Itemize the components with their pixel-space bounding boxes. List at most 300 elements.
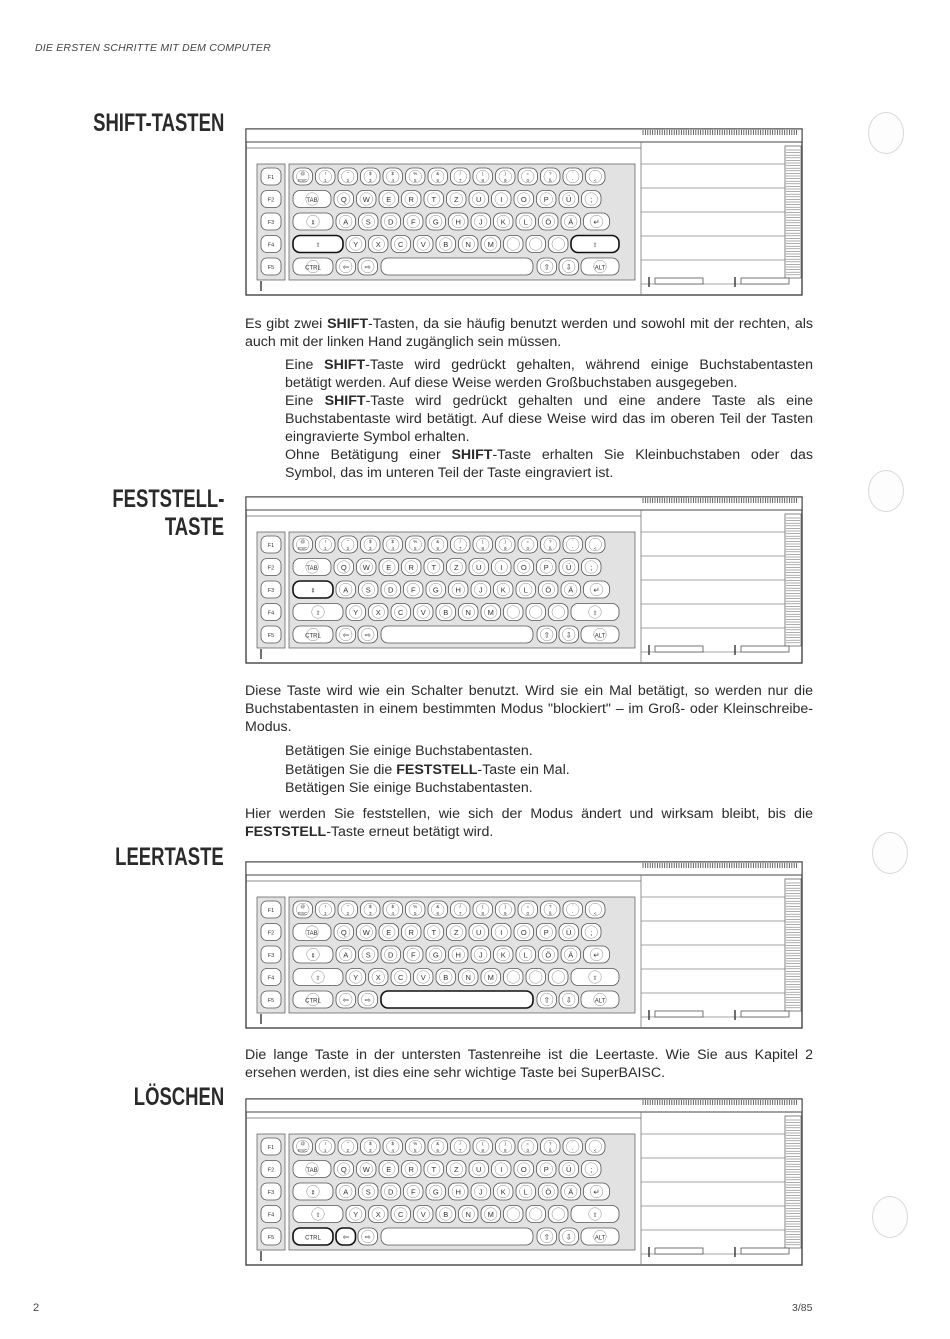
key-upper: " xyxy=(346,1141,349,1146)
fkey-label: F5 xyxy=(267,633,275,639)
key-label: D xyxy=(388,1187,394,1197)
key-label: O xyxy=(520,1165,527,1174)
key-label: T xyxy=(431,1165,437,1174)
key-lower: 2 xyxy=(346,1148,350,1153)
key-upper: $ xyxy=(391,171,395,176)
key-label: R xyxy=(408,563,414,572)
key-label: ; xyxy=(590,195,593,204)
key-label: I xyxy=(500,195,503,204)
key-upper: = xyxy=(526,171,530,176)
key-label: ⇩ xyxy=(565,262,572,272)
key-label: B xyxy=(443,608,449,617)
key-label: M xyxy=(487,608,494,617)
key-upper: " xyxy=(346,171,349,176)
key-label: Ä xyxy=(568,585,574,595)
key-label: E xyxy=(386,563,392,572)
key-lower: ' xyxy=(572,911,574,916)
case-top-strip xyxy=(246,129,802,142)
key-label: ⇧ xyxy=(543,630,550,640)
key-label: ⇨ xyxy=(364,262,371,272)
key-label: O xyxy=(520,928,527,937)
key-lower: 0 xyxy=(526,1148,530,1153)
key-upper: @ xyxy=(300,539,306,544)
key-upper: & xyxy=(436,1141,440,1146)
key-upper: $ xyxy=(368,171,372,176)
key-upper: ( xyxy=(482,904,484,909)
key-label: ⇨ xyxy=(364,630,371,640)
key-label: F xyxy=(410,217,416,227)
section-heading-feststell-2: TASTE xyxy=(164,513,224,541)
key-lower: ß xyxy=(548,546,552,551)
key-label: K xyxy=(500,217,506,227)
key-lower: 1 xyxy=(323,178,327,183)
key-label: C xyxy=(398,240,404,249)
key xyxy=(549,236,569,253)
key-label: V xyxy=(420,240,426,249)
key-label: P xyxy=(543,1165,549,1174)
key-label: Z xyxy=(453,563,459,572)
key-upper: / xyxy=(459,1141,461,1146)
key-label: S xyxy=(365,950,371,960)
key-label: ⇧ xyxy=(592,1213,598,1219)
key-label: S xyxy=(365,585,371,595)
case-top-strip xyxy=(246,1099,802,1112)
key-label: ⇦ xyxy=(342,262,349,272)
key-upper: ` xyxy=(572,1141,574,1146)
space-key xyxy=(381,258,533,275)
key-label: Ü xyxy=(566,1165,572,1174)
key-upper: ` xyxy=(572,171,574,176)
key-label: ⇦ xyxy=(342,995,349,1005)
fkey-label: F5 xyxy=(267,998,275,1004)
key-label: F xyxy=(410,950,416,960)
key xyxy=(526,604,546,621)
key-lower: 6 xyxy=(436,178,440,183)
key-label: N xyxy=(465,240,471,249)
key-upper: % xyxy=(413,539,418,544)
microdrive-slot xyxy=(655,646,703,652)
key-label: Ä xyxy=(568,950,574,960)
key-label: ALT xyxy=(594,1235,606,1242)
key-label: O xyxy=(520,563,527,572)
key-upper: @ xyxy=(300,904,306,909)
key-upper: $ xyxy=(391,539,395,544)
key-label: H xyxy=(455,950,461,960)
key-label: S xyxy=(365,1187,371,1197)
shift-paragraph-4: Ohne Betätigung einer SHIFT-Taste erhalten Sie Kleinbuchstaben oder das Symbol, das im unteren Teil der Taste eingraviert ist. xyxy=(285,447,813,482)
key-lower: 1 xyxy=(323,1148,327,1153)
key-label: Ö xyxy=(545,217,552,227)
key-label: ↵ xyxy=(593,1187,600,1197)
key-upper: & xyxy=(436,539,440,544)
key-label: N xyxy=(465,973,471,982)
key-upper: ) xyxy=(504,1141,506,1146)
key-label: J xyxy=(478,217,483,227)
key-upper: ( xyxy=(482,539,484,544)
key-upper: / xyxy=(459,904,461,909)
section-heading-shift: SHIFT-TASTEN xyxy=(92,109,224,137)
keyboard-illustration-shift xyxy=(245,126,803,298)
key-label: I xyxy=(500,1165,503,1174)
key-label: ⇧ xyxy=(315,1213,321,1219)
key-label: H xyxy=(455,585,461,595)
key xyxy=(526,969,546,986)
key-label: A xyxy=(343,950,349,960)
key-upper: ) xyxy=(504,171,506,176)
key xyxy=(526,1206,546,1223)
key-label: ALT xyxy=(594,633,606,640)
key-label: T xyxy=(431,563,437,572)
key-label: A xyxy=(343,585,349,595)
key-label: ; xyxy=(590,1165,593,1174)
key-label: V xyxy=(420,1210,426,1219)
fkey-label: F2 xyxy=(267,197,275,204)
key-lower: ß xyxy=(548,911,552,916)
key-label: M xyxy=(487,1210,494,1219)
microdrive-slot xyxy=(741,646,789,652)
key-upper: ? xyxy=(548,539,552,544)
key-label: G xyxy=(432,585,439,595)
key-label: Ä xyxy=(568,217,574,227)
key-lower: < xyxy=(593,1148,597,1153)
key-lower: < xyxy=(593,178,597,183)
key xyxy=(526,236,546,253)
key-label: D xyxy=(388,950,394,960)
key-upper: % xyxy=(413,171,418,176)
key-label: P xyxy=(543,195,549,204)
key-lower: 8 xyxy=(481,178,485,183)
key-label: I xyxy=(500,563,503,572)
key-label: ↵ xyxy=(593,217,600,227)
key-label: L xyxy=(523,950,528,960)
key-label: F xyxy=(410,585,416,595)
key-lower: 0 xyxy=(526,911,530,916)
key-label: U xyxy=(476,195,482,204)
key-lower: ß xyxy=(548,178,552,183)
section-heading-feststell-1: FESTSTELL- xyxy=(111,485,224,513)
space-key xyxy=(381,1228,533,1245)
key-label: K xyxy=(500,585,506,595)
key-upper: $ xyxy=(368,904,372,909)
key-label: TAB xyxy=(306,931,318,937)
key-label: U xyxy=(476,1165,482,1174)
key-label: E xyxy=(386,1165,392,1174)
key-lower: 5 xyxy=(413,1148,417,1153)
shift-paragraph-3: Eine SHIFT-Taste wird gedrückt gehalten und eine andere Taste als eine Buchstabentaste wird betätigt. Auf diese Weise wird das im oberen Teil der Tasten eingravierte Symbol erhalten. xyxy=(285,393,813,446)
key-label: ⇧ xyxy=(543,1232,550,1242)
microdrive-slot xyxy=(655,1011,703,1017)
key-label: Q xyxy=(340,195,347,204)
key-label: T xyxy=(431,928,437,937)
key-label: C xyxy=(398,608,404,617)
key-upper: ? xyxy=(548,171,552,176)
key-lower: 1 xyxy=(323,546,327,551)
key-label: Ä xyxy=(568,1187,574,1197)
key-upper: ` xyxy=(572,539,574,544)
key-lower: 4 xyxy=(391,546,395,551)
key-label: P xyxy=(543,563,549,572)
key-label: A xyxy=(343,1187,349,1197)
key-lower: ß xyxy=(548,1148,552,1153)
key-label: L xyxy=(523,217,528,227)
key-lower: ' xyxy=(572,178,574,183)
key-lower: ' xyxy=(572,1148,574,1153)
key-upper: ( xyxy=(482,171,484,176)
fkey-label: F3 xyxy=(267,1190,275,1196)
key-lower: 9 xyxy=(503,178,507,183)
fkey-label: F3 xyxy=(267,220,275,226)
key-lower: 5 xyxy=(413,546,417,551)
keyboard-illustration-feststell xyxy=(245,494,803,666)
key-upper: = xyxy=(526,904,530,909)
key-label: I xyxy=(500,928,503,937)
binder-hole xyxy=(868,112,904,154)
key-label: ⇕ xyxy=(310,220,316,227)
key-label: ⇩ xyxy=(565,630,572,640)
key-label: J xyxy=(478,1187,483,1197)
feststell-step-2: Betätigen Sie die FESTSTELL-Taste ein Mal. xyxy=(285,762,570,778)
key-label: R xyxy=(408,928,414,937)
key xyxy=(549,604,569,621)
key-label: G xyxy=(432,1187,439,1197)
key-lower: 5 xyxy=(413,911,417,916)
key-label: K xyxy=(500,1187,506,1197)
key-label: R xyxy=(408,195,414,204)
fkey-label: F1 xyxy=(267,175,275,181)
microdrive-slot xyxy=(655,278,703,284)
microdrive-slot xyxy=(741,1248,789,1254)
key-lower: 7 xyxy=(458,178,462,183)
fkey-label: F3 xyxy=(267,953,275,959)
key-upper: " xyxy=(346,904,349,909)
key-label: Z xyxy=(453,1165,459,1174)
key-lower: 3 xyxy=(368,1148,372,1153)
shift-paragraph-2: Eine SHIFT-Taste wird gedrückt gehalten, während einige Buchstabentasten betätigt werden. Auf diese Weise werden Großbuchstaben ausgegeben. xyxy=(285,357,813,392)
key-label: ↵ xyxy=(593,950,600,960)
key-label: W xyxy=(362,563,370,572)
key-lower: 7 xyxy=(458,911,462,916)
key xyxy=(549,969,569,986)
key-lower: ' xyxy=(572,546,574,551)
key-label: U xyxy=(476,563,482,572)
key-upper: ` xyxy=(572,904,574,909)
key-upper: ) xyxy=(504,539,506,544)
key-label: C xyxy=(398,973,404,982)
leertaste-paragraph-1: Die lange Taste in der untersten Tastenreihe ist die Leertaste. Wie Sie aus Kapitel 2 ersehen werden, ist dies eine sehr wichtige Taste bei SuperBAISC. xyxy=(245,1047,813,1082)
key-upper: $ xyxy=(368,539,372,544)
binder-hole xyxy=(872,1196,908,1238)
key-label: Z xyxy=(453,195,459,204)
key-lower: 4 xyxy=(391,178,395,183)
key-label: B xyxy=(443,240,449,249)
key-label: N xyxy=(465,1210,471,1219)
key-lower: 6 xyxy=(436,911,440,916)
key-upper: $ xyxy=(368,1141,372,1146)
key-label: X xyxy=(375,608,381,617)
key-label: CTRL xyxy=(305,1235,321,1242)
key-upper: ) xyxy=(504,904,506,909)
key-lower: < xyxy=(593,546,597,551)
key-lower: 2 xyxy=(346,178,350,183)
microdrive-slot xyxy=(741,278,789,284)
binder-hole xyxy=(868,470,904,512)
key-label: U xyxy=(476,928,482,937)
key-label: CTRL xyxy=(305,265,321,272)
key-label: X xyxy=(375,1210,381,1219)
key-label: L xyxy=(523,585,528,595)
key-upper: ! xyxy=(324,539,326,544)
fkey-label: F2 xyxy=(267,565,275,572)
binder-hole xyxy=(872,832,908,874)
key-label: E xyxy=(386,195,392,204)
key-label: W xyxy=(362,1165,370,1174)
key-label: D xyxy=(388,585,394,595)
edition-date: 3/85 xyxy=(792,1302,813,1314)
key-upper: & xyxy=(436,904,440,909)
key-upper: = xyxy=(526,539,530,544)
key-label: X xyxy=(375,240,381,249)
key-upper: ? xyxy=(548,904,552,909)
key xyxy=(504,604,524,621)
key-lower: 9 xyxy=(503,546,507,551)
feststell-step-1: Betätigen Sie einige Buchstabentasten. xyxy=(285,743,533,759)
page-number: 2 xyxy=(33,1302,40,1314)
key-lower: 8 xyxy=(481,546,485,551)
key-lower: 1 xyxy=(323,911,327,916)
key-label: R xyxy=(408,1165,414,1174)
key-lower: ESC xyxy=(298,546,308,551)
key-upper: ? xyxy=(548,1141,552,1146)
key-lower: 3 xyxy=(368,911,372,916)
key-label: Q xyxy=(340,563,347,572)
key-label: ⇧ xyxy=(315,976,321,982)
key-label: V xyxy=(420,608,426,617)
key-label: ⇕ xyxy=(310,953,316,960)
key-label: ↵ xyxy=(593,585,600,595)
key-label: ⇦ xyxy=(342,630,349,640)
key-label: Y xyxy=(353,240,359,249)
key-label: Y xyxy=(353,608,359,617)
fkey-label: F2 xyxy=(267,930,275,937)
feststell-paragraph-2: Hier werden Sie feststellen, wie sich der Modus ändert und wirksam bleibt, bis die FESTSTELL-Taste erneut betätigt wird. xyxy=(245,806,813,841)
fkey-label: F4 xyxy=(267,610,275,617)
key-label: O xyxy=(520,195,527,204)
key-lower: 2 xyxy=(346,546,350,551)
section-heading-leertaste: LEERTASTE xyxy=(115,843,224,871)
key-label: Z xyxy=(453,928,459,937)
key-lower: < xyxy=(593,911,597,916)
key-label: J xyxy=(478,585,483,595)
key-label: Ü xyxy=(566,928,572,937)
key-upper: % xyxy=(413,904,418,909)
key-lower: 6 xyxy=(436,546,440,551)
key-lower: 6 xyxy=(436,1148,440,1153)
key-label: ⇕ xyxy=(310,588,316,595)
key-label: ALT xyxy=(594,265,606,272)
key-lower: 5 xyxy=(413,178,417,183)
key-label: ⇩ xyxy=(565,995,572,1005)
key-label: H xyxy=(455,1187,461,1197)
key-upper: ( xyxy=(482,1141,484,1146)
key-upper: = xyxy=(526,1141,530,1146)
key-label: Y xyxy=(353,973,359,982)
key-label: ⇦ xyxy=(342,1232,349,1242)
key-label: Ö xyxy=(545,585,552,595)
key-label: ; xyxy=(590,563,593,572)
key-label: M xyxy=(487,240,494,249)
key-upper: " xyxy=(346,539,349,544)
key-label: ⇧ xyxy=(315,611,321,617)
key-label: Ö xyxy=(545,1187,552,1197)
key-lower: 7 xyxy=(458,546,462,551)
key-upper: ! xyxy=(324,171,326,176)
key-upper: & xyxy=(436,171,440,176)
fkey-label: F4 xyxy=(267,975,275,982)
key-lower: 8 xyxy=(481,1148,485,1153)
key xyxy=(549,1206,569,1223)
key-label: H xyxy=(455,217,461,227)
key-label: ; xyxy=(590,928,593,937)
key-lower: 0 xyxy=(526,178,530,183)
microdrive-slot xyxy=(741,1011,789,1017)
key-lower: ESC xyxy=(298,1148,308,1153)
key-label: ⇨ xyxy=(364,1232,371,1242)
key-lower: 8 xyxy=(481,911,485,916)
key-lower: 7 xyxy=(458,1148,462,1153)
running-title: DIE ERSTEN SCHRITTE MIT DEM COMPUTER xyxy=(35,42,271,54)
key-label: Y xyxy=(353,1210,359,1219)
key-label: G xyxy=(432,950,439,960)
key-label: Q xyxy=(340,928,347,937)
key-label: X xyxy=(375,973,381,982)
key-label: CTRL xyxy=(305,998,321,1005)
key-label: C xyxy=(398,1210,404,1219)
key-label: ⇧ xyxy=(543,262,550,272)
key-label: CTRL xyxy=(305,633,321,640)
key-upper: @ xyxy=(300,1141,306,1146)
key-label: ⇕ xyxy=(310,1190,316,1197)
key-label: F xyxy=(410,1187,416,1197)
key-label: J xyxy=(478,950,483,960)
key-label: A xyxy=(343,217,349,227)
keyboard-illustration-leertaste xyxy=(245,859,803,1031)
key-label: B xyxy=(443,1210,449,1219)
key-label: TAB xyxy=(306,1168,318,1174)
key-lower: 4 xyxy=(391,911,395,916)
fkey-label: F1 xyxy=(267,908,275,914)
key-label: W xyxy=(362,928,370,937)
key-upper: $ xyxy=(391,904,395,909)
key-lower: 4 xyxy=(391,1148,395,1153)
key-label: Ü xyxy=(566,563,572,572)
microdrive-slot xyxy=(655,1248,703,1254)
key-upper: / xyxy=(459,539,461,544)
key-label: D xyxy=(388,217,394,227)
key-label: ⇧ xyxy=(592,976,598,982)
key-label: ⇧ xyxy=(315,243,321,249)
key-label: ⇩ xyxy=(565,1232,572,1242)
key-upper: @ xyxy=(300,171,306,176)
key-lower: 9 xyxy=(503,911,507,916)
key-label: ⇨ xyxy=(364,995,371,1005)
key xyxy=(504,1206,524,1223)
key-label: B xyxy=(443,973,449,982)
feststell-step-3: Betätigen Sie einige Buchstabentasten. xyxy=(285,780,533,796)
fkey-label: F5 xyxy=(267,1235,275,1241)
keyboard-illustration-loeschen xyxy=(245,1096,803,1268)
shift-paragraph-1: Es gibt zwei SHIFT-Tasten, da sie häufig benutzt werden und sowohl mit der rechten, als auch mit der linken Hand zugänglich sein müssen. xyxy=(245,316,814,351)
fkey-label: F3 xyxy=(267,588,275,594)
